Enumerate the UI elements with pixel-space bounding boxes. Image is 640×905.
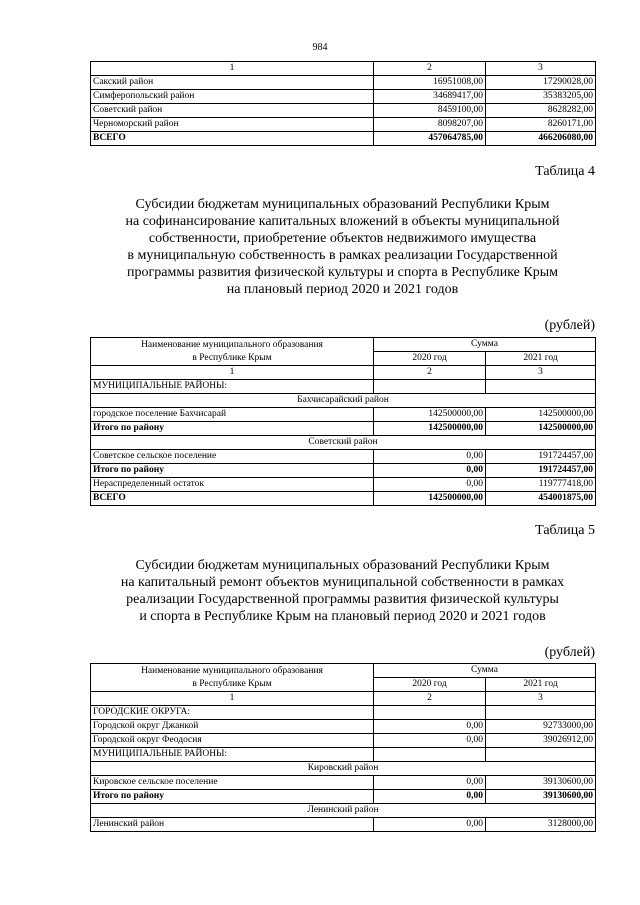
value-2021: 39130600,00 — [486, 790, 596, 804]
district-label: Советский район — [91, 436, 596, 450]
district-label: Ленинский район — [91, 804, 596, 818]
value-2021: 142500000,00 — [486, 422, 596, 436]
table4-title — [90, 196, 595, 298]
subtotal-row — [91, 422, 596, 436]
section-label: ГОРОДСКИЕ ОКРУГА: — [91, 706, 374, 720]
header-line: Наименование муниципального образования — [141, 665, 323, 676]
column-number: 1 — [91, 62, 374, 76]
value-2020: 0,00 — [374, 720, 486, 734]
value-2021: 92733000,00 — [486, 720, 596, 734]
value-2021: 39026912,00 — [486, 734, 596, 748]
district-row — [91, 804, 596, 818]
row-name: Итого по району — [91, 422, 374, 436]
empty-cell — [486, 706, 596, 720]
column-number: 3 — [486, 692, 596, 706]
value-2020: 142500000,00 — [374, 422, 486, 436]
section-label: МУНИЦИПАЛЬНЫЕ РАЙОНЫ: — [91, 380, 374, 394]
row-name: Городской округ Джанкой — [91, 720, 374, 734]
value-2020: 0,00 — [374, 818, 486, 832]
title-line: Субсидии бюджетам муниципальных образований Республики Крым — [135, 558, 550, 573]
table-row — [91, 408, 596, 422]
title-line: реализации Государственной программы развития физической культуры — [126, 592, 559, 607]
column-number: 1 — [91, 692, 374, 706]
header-line: в Республике Крым — [192, 678, 272, 689]
section-label: МУНИЦИПАЛЬНЫЕ РАЙОНЫ: — [91, 748, 374, 762]
district-row — [91, 436, 596, 450]
title-line: на плановый период 2020 и 2021 годов — [226, 282, 459, 297]
header-line: в Республике Крым — [192, 352, 272, 363]
value-2021: 454001875,00 — [486, 492, 596, 506]
row-name: Ленинский район — [91, 818, 374, 832]
value-2021: 17290028,00 — [486, 76, 596, 90]
title-line: на капитальный ремонт объектов муниципальной собственности в рамках — [120, 575, 565, 590]
total-row — [91, 492, 596, 506]
value-2021: 8628282,00 — [486, 104, 596, 118]
row-name: Симферопольский район — [91, 90, 374, 104]
value-2021: 3128000,00 — [486, 818, 596, 832]
district-label: Бахчисарайский район — [91, 394, 596, 408]
row-name: Советский район — [91, 104, 374, 118]
column-header-2020: 2020 год — [374, 352, 486, 366]
column-header-2021: 2021 год — [486, 352, 596, 366]
value-2021: 466206080,00 — [486, 132, 596, 146]
value-2021: 35383205,00 — [486, 90, 596, 104]
table5-label: Таблица 5 — [535, 523, 595, 538]
title-line: Субсидии бюджетам муниципальных образований Республики Крым — [135, 197, 550, 212]
column-number: 2 — [374, 62, 486, 76]
column-number: 2 — [374, 692, 486, 706]
row-name: Сакский район — [91, 76, 374, 90]
table-row — [91, 478, 596, 492]
value-2020: 8459100,00 — [374, 104, 486, 118]
header-line: Наименование муниципального образования — [141, 339, 323, 350]
row-name: Итого по району — [91, 790, 374, 804]
column-number: 1 — [91, 366, 374, 380]
table4 — [90, 337, 596, 506]
value-2021: 142500000,00 — [486, 408, 596, 422]
row-name: Советское сельское поселение — [91, 450, 374, 464]
value-2021: 191724457,00 — [486, 464, 596, 478]
page-number: 984 — [312, 42, 328, 53]
title-line: и спорта в Республике Крым на плановый период 2020 и 2021 годов — [139, 609, 546, 624]
total-row — [91, 132, 596, 146]
empty-cell — [374, 748, 486, 762]
section-row — [91, 748, 596, 762]
row-name: Нераспределенный остаток — [91, 478, 374, 492]
row-name: ВСЕГО — [91, 132, 374, 146]
column-number-row — [91, 62, 596, 76]
row-name: городское поселение Бахчисарай — [91, 408, 374, 422]
header-row — [91, 338, 596, 352]
continuation-table — [90, 61, 596, 146]
header-row — [91, 664, 596, 678]
district-row — [91, 762, 596, 776]
value-2020: 142500000,00 — [374, 408, 486, 422]
column-header-name — [91, 338, 374, 366]
row-name: Итого по району — [91, 464, 374, 478]
subtotal-row — [91, 464, 596, 478]
empty-cell — [486, 748, 596, 762]
row-name: ВСЕГО — [91, 492, 374, 506]
title-line: в муниципальную собственность в рамках реализации Государственной — [127, 248, 558, 263]
table5-title — [90, 557, 595, 625]
value-2020: 0,00 — [374, 790, 486, 804]
value-2021: 39130600,00 — [486, 776, 596, 790]
column-header-name — [91, 664, 374, 692]
table-row — [91, 818, 596, 832]
column-number: 3 — [486, 62, 596, 76]
value-2020: 457064785,00 — [374, 132, 486, 146]
table4-unit: (рублей) — [544, 318, 595, 333]
value-2020: 0,00 — [374, 776, 486, 790]
column-header-2021: 2021 год — [486, 678, 596, 692]
table-row — [91, 76, 596, 90]
table-row — [91, 450, 596, 464]
column-number-row — [91, 692, 596, 706]
table-row — [91, 104, 596, 118]
value-2020: 0,00 — [374, 464, 486, 478]
value-2020: 0,00 — [374, 478, 486, 492]
column-header-sum: Сумма — [374, 338, 596, 352]
table-row — [91, 734, 596, 748]
value-2020: 16951008,00 — [374, 76, 486, 90]
district-label: Кировский район — [91, 762, 596, 776]
value-2020: 0,00 — [374, 450, 486, 464]
column-header-sum: Сумма — [374, 664, 596, 678]
row-name: Городской округ Феодосия — [91, 734, 374, 748]
table5-unit: (рублей) — [544, 645, 595, 660]
title-line: собственности, приобретение объектов недвижимого имущества — [148, 231, 537, 246]
value-2020: 142500000,00 — [374, 492, 486, 506]
table-row — [91, 776, 596, 790]
column-number: 2 — [374, 366, 486, 380]
value-2020: 0,00 — [374, 734, 486, 748]
row-name: Черноморский район — [91, 118, 374, 132]
table4-label: Таблица 4 — [535, 164, 595, 179]
column-number-row — [91, 366, 596, 380]
value-2020: 8098207,00 — [374, 118, 486, 132]
district-row — [91, 394, 596, 408]
row-name: Кировское сельское поселение — [91, 776, 374, 790]
value-2021: 191724457,00 — [486, 450, 596, 464]
table-row — [91, 720, 596, 734]
empty-cell — [374, 380, 486, 394]
value-2021: 119777418,00 — [486, 478, 596, 492]
table-row — [91, 118, 596, 132]
table5 — [90, 663, 596, 832]
section-row — [91, 706, 596, 720]
column-number: 3 — [486, 366, 596, 380]
value-2020: 34689417,00 — [374, 90, 486, 104]
section-row — [91, 380, 596, 394]
empty-cell — [374, 706, 486, 720]
empty-cell — [486, 380, 596, 394]
value-2021: 8260171,00 — [486, 118, 596, 132]
title-line: программы развития физической культуры и спорта в Республике Крым — [127, 265, 558, 280]
subtotal-row — [91, 790, 596, 804]
table-row — [91, 90, 596, 104]
title-line: на софинансирование капитальных вложений в объекты муниципальной — [125, 214, 560, 229]
column-header-2020: 2020 год — [374, 678, 486, 692]
